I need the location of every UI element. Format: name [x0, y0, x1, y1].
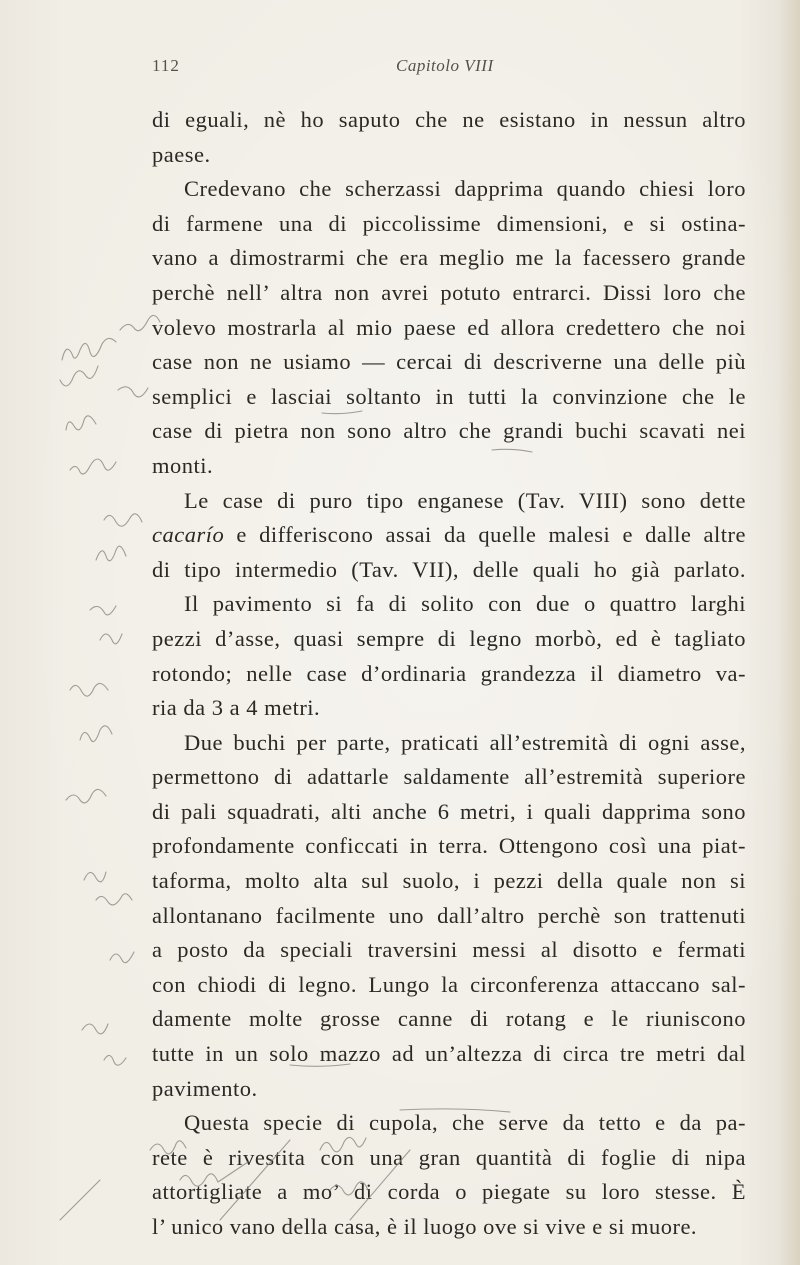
text-line: semplici e lasciai soltanto in tutti la convinzione che le [152, 383, 746, 409]
text-line: case non ne usiamo — cercai di descriverne una delle più [152, 349, 746, 375]
text-line: attortigliate a mo’ di corda o piegate su loro stesse. È [152, 1179, 746, 1205]
text-line: perchè nell’ altra non avrei potuto entrarci. Dissi loro che [152, 279, 746, 305]
text-line: tutte in un solo mazzo ad un’altezza di circa tre metri dal [152, 1041, 746, 1067]
text-line [152, 518, 746, 553]
text-line: vano a dimostrarmi che era meglio me la facessero grande [152, 245, 746, 271]
text-line: monti. [152, 452, 214, 478]
text-line: rotondo; nelle case d’ordinaria grandezza il diametro va- [152, 660, 746, 686]
italic-term: cacarío [152, 522, 225, 548]
text-line: a posto da speciali traversini messi al disotto e fermati [152, 937, 746, 963]
text-line: Questa specie di cupola, che serve da tetto e da pa- [184, 1110, 746, 1136]
text-line: con chiodi di legno. Lungo la circonferenza attaccano sal- [152, 971, 746, 997]
text-line: di farmene una di piccolissime dimensioni, e si ostina- [152, 210, 746, 236]
text-line: volevo mostrarla al mio paese ed allora credettero che noi [152, 314, 746, 340]
running-title: Capitolo VIII [396, 56, 494, 75]
text-line: paese. [152, 141, 211, 167]
text-line: Le case di puro tipo enganese (Tav. VIII) sono dette [184, 487, 746, 513]
text-line: pavimento. [152, 1075, 258, 1101]
text-line: allontanano facilmente uno dall’altro perchè son trattenuti [152, 902, 746, 928]
text-line: damente molte grosse canne di rotang e le riuniscono [152, 1006, 746, 1032]
text-line: rete è rivestita con una gran quantità di foglie di nipa [152, 1144, 746, 1170]
text-line: l’ unico vano della casa, è il luogo ove si vive e si muore. [152, 1214, 698, 1239]
text-line: permettono di adattarle saldamente all’estremità superiore [152, 764, 746, 790]
text-line-rest: e differiscono assai da quelle malesi e dalle altre [224, 522, 746, 548]
text-line: taforma, molto alta sul suolo, i pezzi della quale non si [152, 868, 746, 894]
text-line: Credevano che scherzassi dapprima quando chiesi loro [184, 176, 746, 202]
page-header [152, 56, 712, 80]
text-line: di tipo intermedio (Tav. VII), delle quali ho già parlato. [152, 556, 746, 582]
text-line: Il pavimento si fa di solito con due o quattro larghi [184, 591, 746, 617]
text-line: ria da 3 a 4 metri. [152, 695, 321, 721]
text-line: profondamente conficcati in terra. Ottengono così una piat- [152, 833, 746, 859]
body-text [152, 103, 746, 1245]
text-line: pezzi d’asse, quasi sempre di legno morbò, ed è tagliato [152, 625, 746, 651]
page-edge-shadow [778, 0, 800, 1265]
text-line: di pali squadrati, alti anche 6 metri, i quali dapprima sono [152, 798, 746, 824]
text-line: case di pietra non sono altro che grandi buchi scavati nei [152, 418, 746, 444]
page-number: 112 [152, 56, 180, 75]
text-line: di eguali, nè ho saputo che ne esistano in nessun altro [152, 107, 746, 132]
text-line: Due buchi per parte, praticati all’estremità di ogni asse, [184, 729, 746, 755]
